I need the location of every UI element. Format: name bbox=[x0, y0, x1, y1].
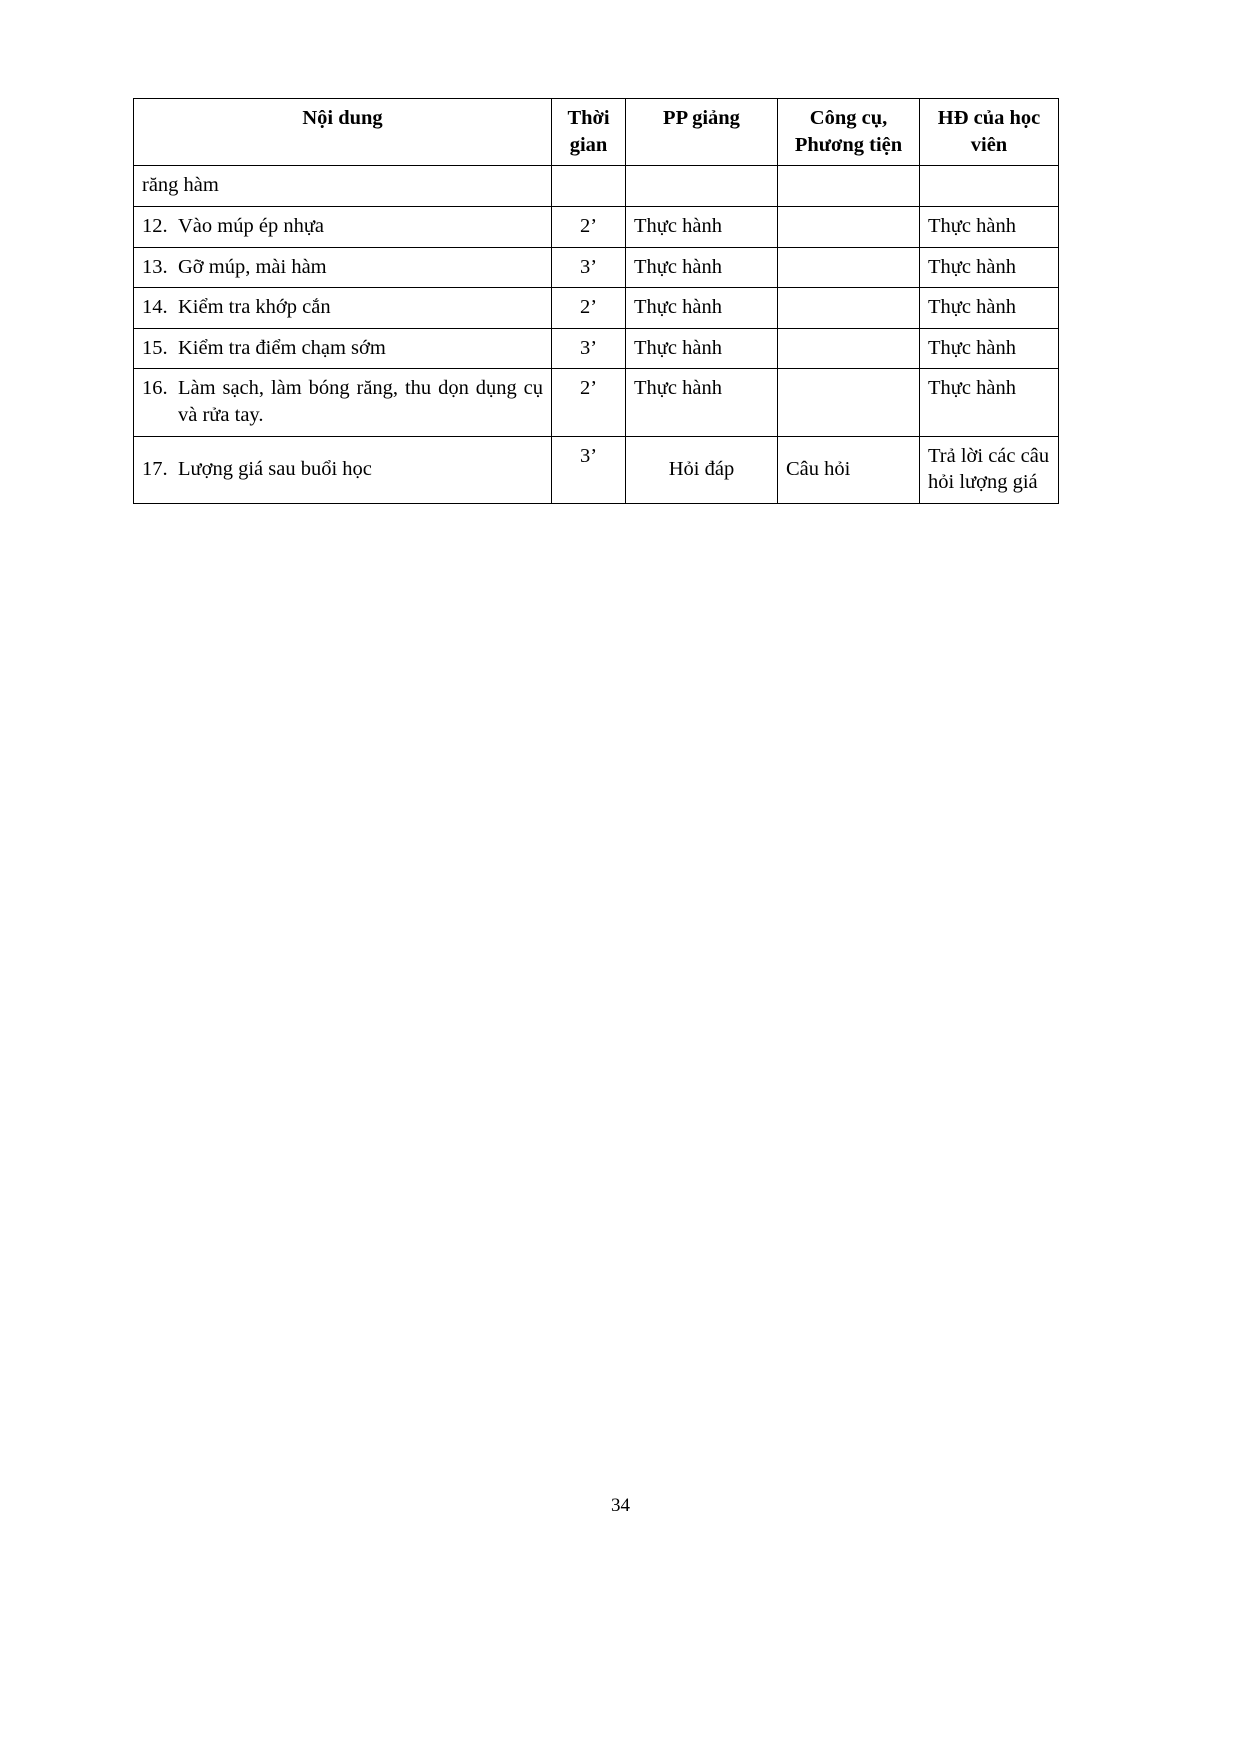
cell-method bbox=[626, 166, 778, 207]
cell-tools bbox=[778, 166, 920, 207]
cell-time: 2’ bbox=[552, 288, 626, 329]
cell-method: Hỏi đáp bbox=[626, 436, 778, 503]
item-number: 12. bbox=[142, 214, 168, 237]
column-header-method: PP giảng bbox=[626, 99, 778, 166]
column-header-learner-activity: HĐ của học viên bbox=[920, 99, 1059, 166]
cell-content bbox=[134, 369, 552, 436]
cell-time: 2’ bbox=[552, 206, 626, 247]
item-text: Kiểm tra khớp cắn bbox=[178, 296, 331, 319]
cell-time bbox=[552, 166, 626, 207]
cell-learner-activity: Thực hành bbox=[920, 328, 1059, 369]
cell-tools bbox=[778, 288, 920, 329]
cell-content bbox=[134, 288, 552, 329]
cell-content bbox=[134, 436, 552, 503]
cell-time: 2’ bbox=[552, 369, 626, 436]
cell-learner-activity: Thực hành bbox=[920, 288, 1059, 329]
item-text: Lượng giá sau buổi học bbox=[178, 458, 372, 481]
table-row bbox=[134, 206, 1059, 247]
table-body bbox=[134, 166, 1059, 504]
cell-time: 3’ bbox=[552, 328, 626, 369]
cell-tools bbox=[778, 206, 920, 247]
cell-method: Thực hành bbox=[626, 206, 778, 247]
table-header bbox=[134, 99, 1059, 166]
table-row bbox=[134, 328, 1059, 369]
table-header-row bbox=[134, 99, 1059, 166]
item-number: 16. bbox=[142, 377, 168, 400]
cell-learner-activity bbox=[920, 166, 1059, 207]
cell-time: 3’ bbox=[552, 247, 626, 288]
item-number: 15. bbox=[142, 336, 168, 359]
column-header-content: Nội dung bbox=[134, 99, 552, 166]
column-header-tools: Công cụ, Phương tiện bbox=[778, 99, 920, 166]
cell-learner-activity: Thực hành bbox=[920, 247, 1059, 288]
table-row bbox=[134, 166, 1059, 207]
item-text: Kiểm tra điểm chạm sớm bbox=[178, 336, 386, 359]
cell-content bbox=[134, 206, 552, 247]
cell-method: Thực hành bbox=[626, 328, 778, 369]
lesson-plan-table-wrapper bbox=[133, 98, 1058, 504]
lesson-plan-table bbox=[133, 98, 1059, 504]
page-number: 34 bbox=[611, 1495, 630, 1516]
cell-method: Thực hành bbox=[626, 288, 778, 329]
cell-tools bbox=[778, 247, 920, 288]
cell-method: Thực hành bbox=[626, 369, 778, 436]
cell-tools: Câu hỏi bbox=[778, 436, 920, 503]
cell-tools bbox=[778, 369, 920, 436]
item-text: Gỡ múp, mài hàm bbox=[178, 255, 327, 278]
cell-content bbox=[134, 247, 552, 288]
cell-time: 3’ bbox=[552, 436, 626, 503]
cell-learner-activity: Trả lời các câu hỏi lượng giá bbox=[920, 436, 1059, 503]
item-number: 17. bbox=[142, 458, 168, 481]
table-row bbox=[134, 369, 1059, 436]
item-number: 14. bbox=[142, 296, 168, 319]
item-text: Làm sạch, làm bóng răng, thu dọn dụng cụ và rửa tay. bbox=[178, 377, 543, 427]
cell-content: răng hàm bbox=[134, 166, 552, 207]
cell-learner-activity: Thực hành bbox=[920, 369, 1059, 436]
cell-learner-activity: Thực hành bbox=[920, 206, 1059, 247]
table-row bbox=[134, 436, 1059, 503]
table-row bbox=[134, 247, 1059, 288]
column-header-time: Thời gian bbox=[552, 99, 626, 166]
item-number: 13. bbox=[142, 255, 168, 278]
cell-content bbox=[134, 328, 552, 369]
cell-method: Thực hành bbox=[626, 247, 778, 288]
cell-tools bbox=[778, 328, 920, 369]
item-text: Vào múp ép nhựa bbox=[178, 214, 325, 237]
table-row bbox=[134, 288, 1059, 329]
